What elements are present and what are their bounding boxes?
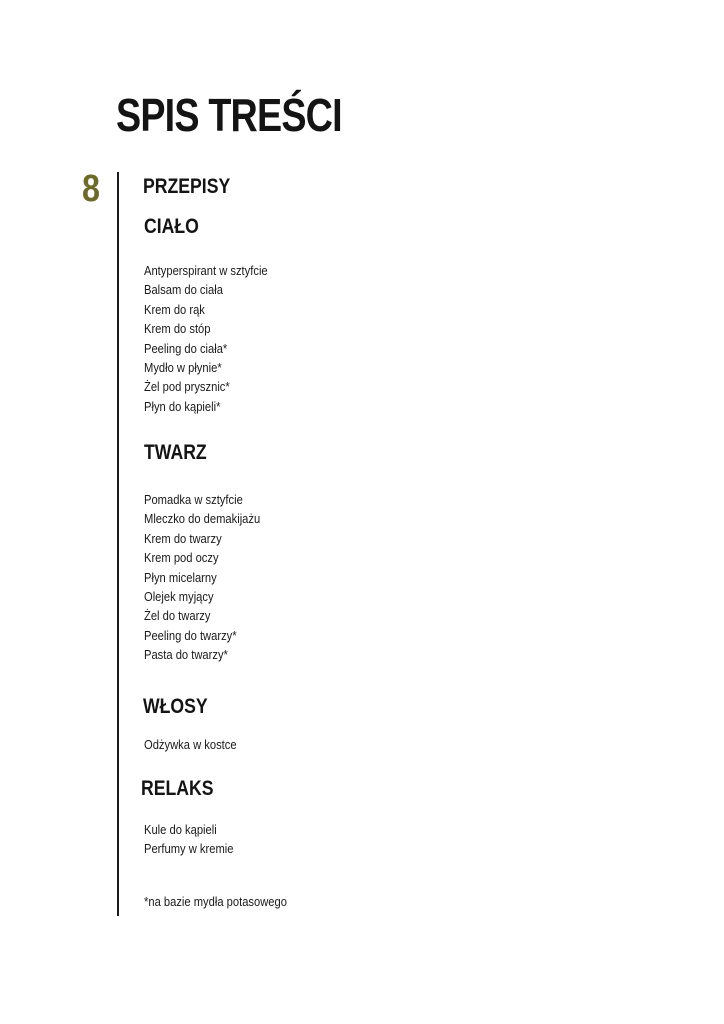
list-item[interactable]: Krem do stóp [144,321,211,337]
list-item[interactable]: Antyperspirant w sztyfcie [144,263,268,278]
list-item[interactable]: Perfumy w kremie [144,841,234,857]
group-list-twarz [144,490,279,665]
list-item[interactable]: Krem pod oczy [144,550,219,566]
list-item[interactable]: Żel pod prysznic* [144,379,230,395]
list-item[interactable]: Peeling do twarzy* [144,627,237,643]
group-heading-twarz: TWARZ [144,441,207,464]
list-item[interactable]: Płyn do kąpieli* [144,398,221,414]
list-item[interactable]: Mleczko do demakijażu [144,511,261,527]
footnote: *na bazie mydła potasowego [144,894,287,909]
group-list-wlosy [144,735,252,754]
list-item[interactable]: Krem do rąk [144,301,205,317]
list-item[interactable]: Płyn micelarny [144,569,217,585]
group-heading-cialo: CIAŁO [144,215,199,238]
list-item[interactable]: Mydło w płynie* [144,359,222,375]
list-item[interactable]: Żel do twarzy [144,608,211,624]
vertical-divider [117,172,119,916]
section-title: PRZEPISY [143,175,231,198]
group-heading-wlosy: WŁOSY [143,695,208,718]
list-item[interactable]: Kule do kąpieli [144,822,217,837]
list-item[interactable]: Olejek myjący [144,588,214,604]
list-item[interactable]: Krem do twarzy [144,530,222,546]
list-item[interactable]: Pasta do twarzy* [144,647,228,663]
list-item[interactable]: Peeling do ciała* [144,340,228,356]
group-list-relaks [144,820,248,859]
list-item[interactable]: Odżywka w kostce [144,737,237,752]
list-item[interactable]: Pomadka w sztyfcie [144,492,243,507]
page-title: SPIS TREŚCI [116,89,342,141]
group-list-cialo [144,261,288,416]
page-number: 8 [82,168,100,210]
group-heading-relaks: RELAKS [141,777,214,800]
list-item[interactable]: Balsam do ciała [144,282,223,298]
